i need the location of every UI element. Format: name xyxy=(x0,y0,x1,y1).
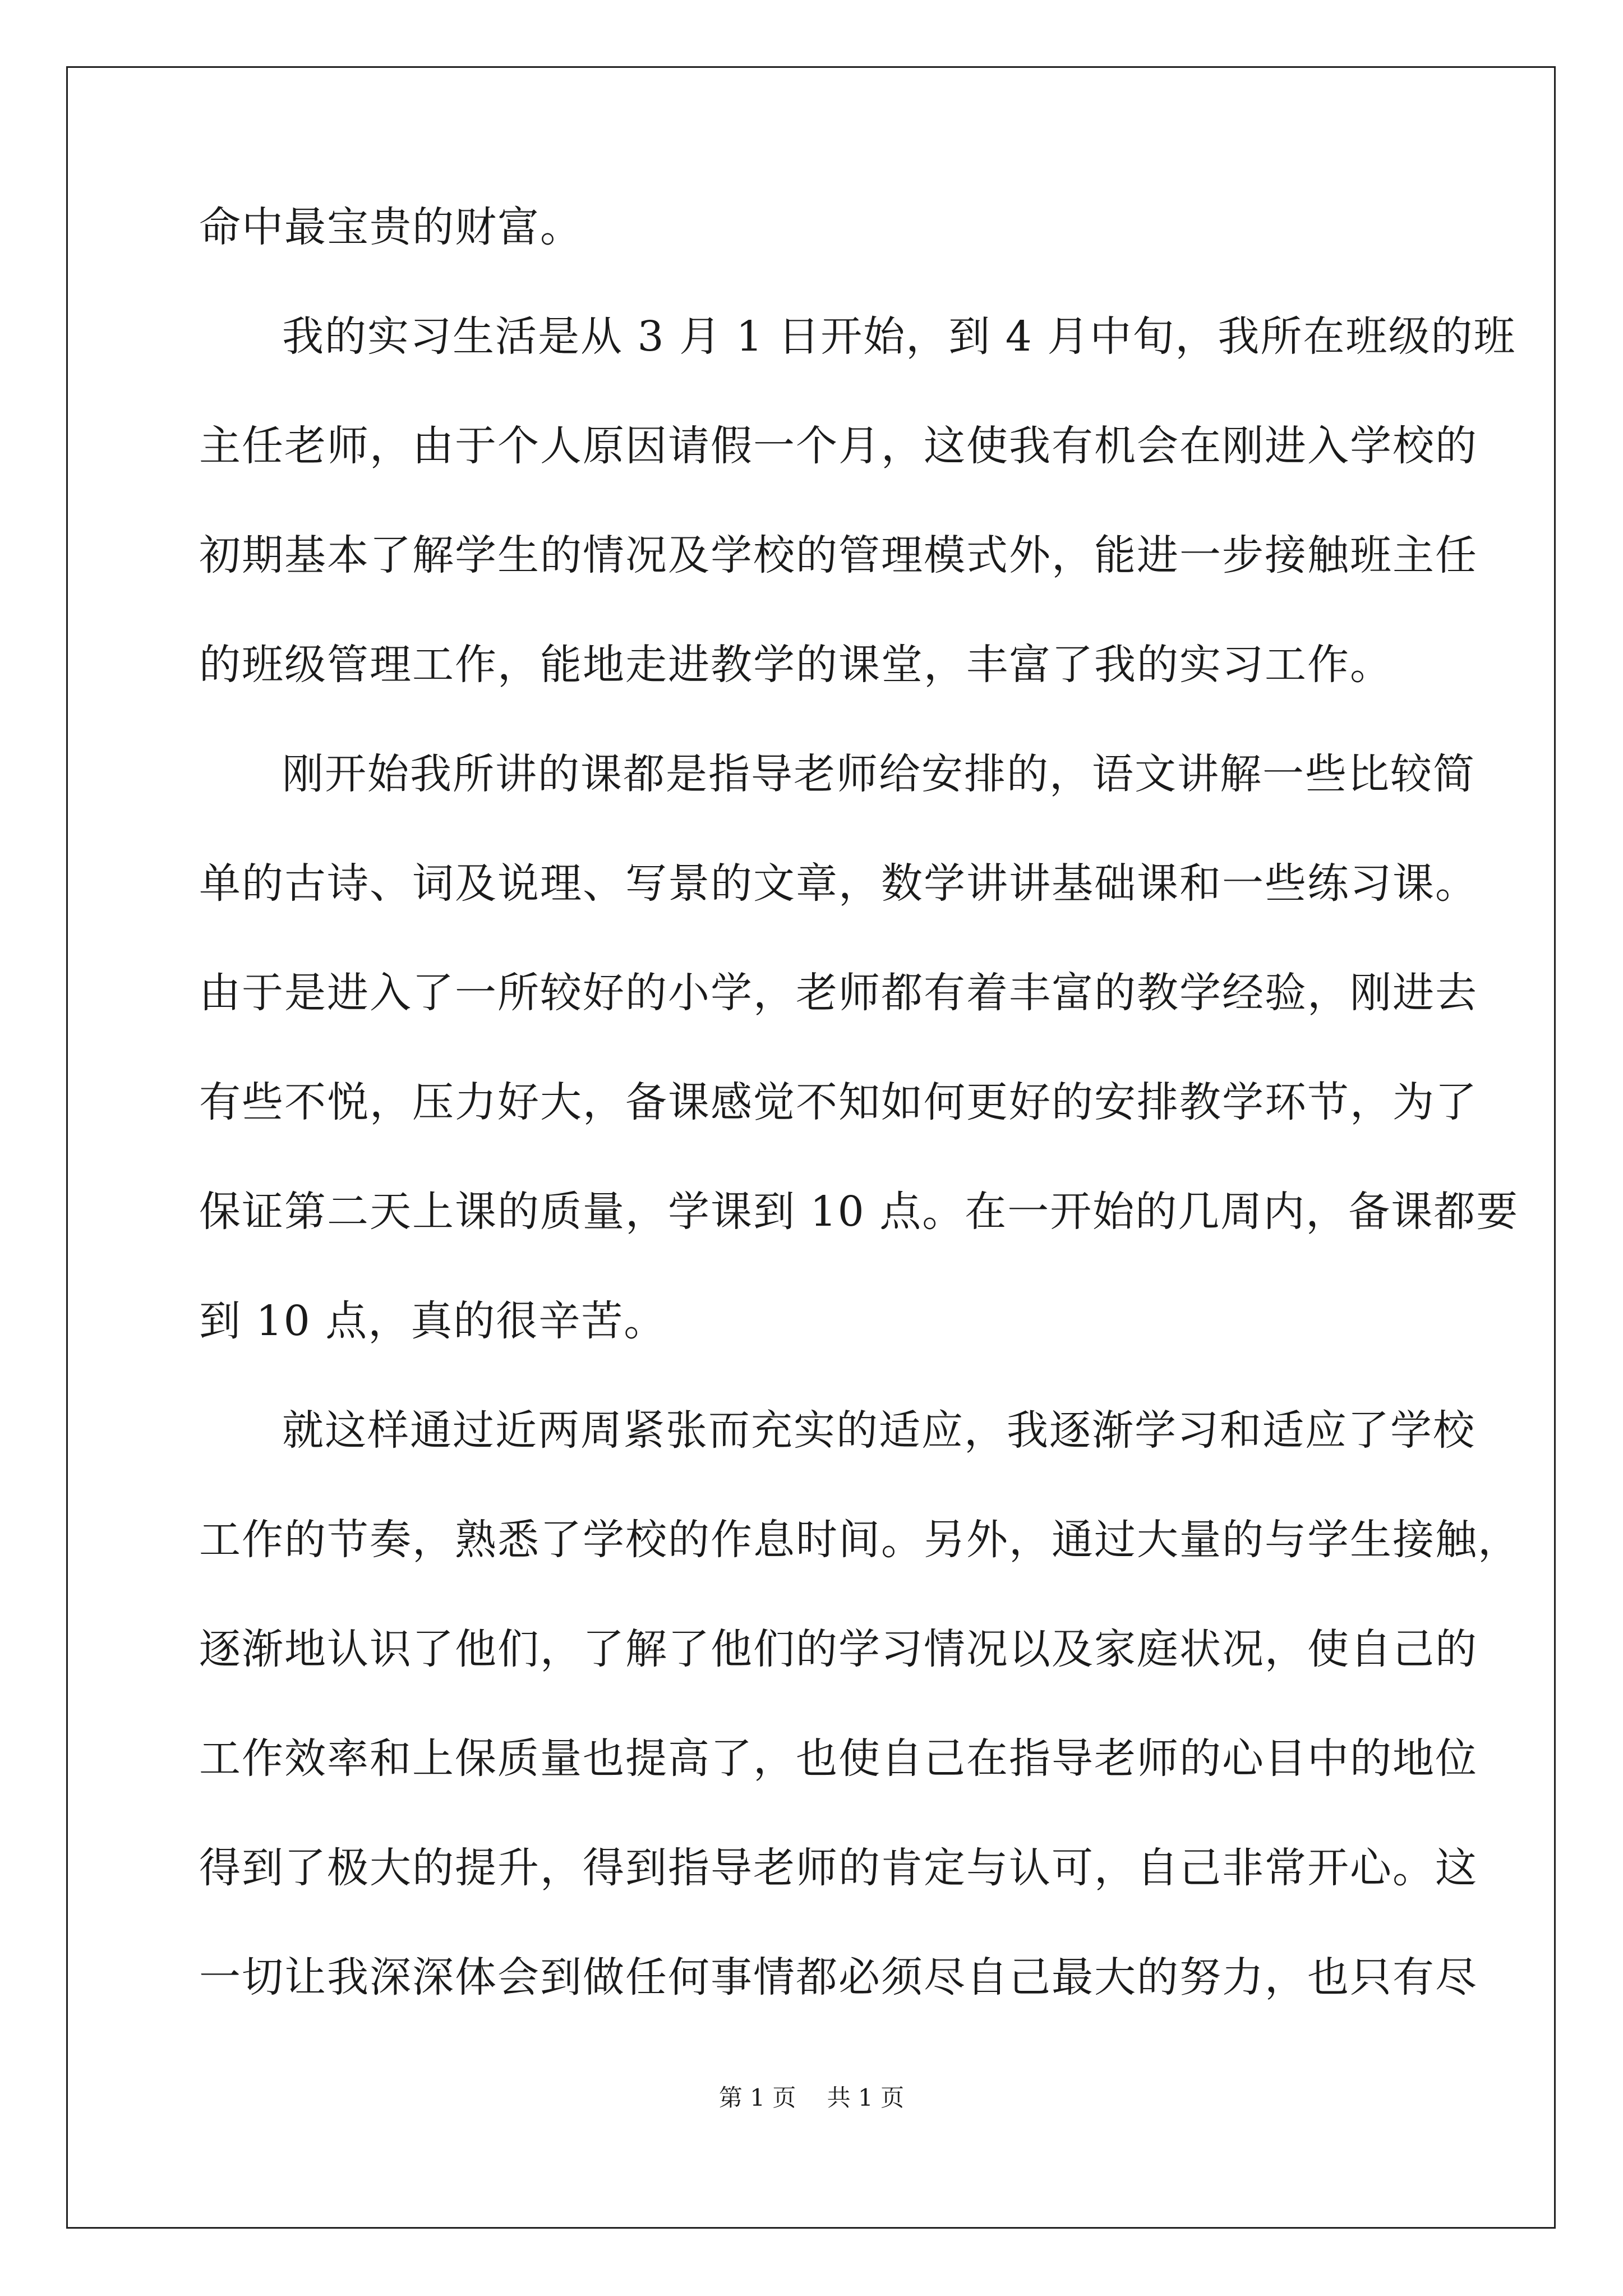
text-line: 的班级管理工作，能地走进教学的课堂，丰富了我的实习工作。 xyxy=(199,641,1393,689)
text-line: 到 10 点，真的很辛苦。 xyxy=(199,1297,667,1345)
paragraph-start-line: 就这样通过近两周紧张而充实的适应，我逐渐学习和适应了学校 xyxy=(282,1406,1476,1455)
paragraph-start-line: 刚开始我所讲的课都是指导老师给安排的，语文讲解一些比较简 xyxy=(282,750,1476,798)
text-line: 命中最宝贵的财富。 xyxy=(199,203,583,251)
text-line: 工作效率和上保质量也提高了，也使自己在指导老师的心目中的地位 xyxy=(199,1734,1478,1783)
text-line: 有些不悦，压力好大，备课感觉不知如何更好的安排教学环节，为了 xyxy=(199,1078,1478,1126)
text-line: 一切让我深深体会到做任何事情都必须尽自己最大的努力，也只有尽 xyxy=(199,1953,1478,2001)
page-number-footer: 第 1 页 共 1 页 xyxy=(718,2084,905,2111)
text-line: 得到了极大的提升，得到指导老师的肯定与认可，自己非常开心。这 xyxy=(199,1844,1478,1892)
paragraph-start-line: 我的实习生活是从 3 月 1 日开始，到 4 月中旬，我所在班级的班 xyxy=(282,312,1516,361)
text-line: 工作的节奏，熟悉了学校的作息时间。另外，通过大量的与学生接触， xyxy=(199,1516,1520,1564)
text-line: 由于是进入了一所较好的小学，老师都有着丰富的教学经验，刚进去 xyxy=(199,969,1478,1017)
text-line: 保证第二天上课的质量，学课到 10 点。在一开始的几周内，备课都要 xyxy=(199,1188,1519,1236)
text-line: 单的古诗、词及说理、写景的文章，数学讲讲基础课和一些练习课。 xyxy=(199,859,1478,908)
text-line: 主任老师，由于个人原因请假一个月，这使我有机会在刚进入学校的 xyxy=(199,422,1478,470)
page-border xyxy=(66,66,1556,2229)
text-line: 逐渐地认识了他们，了解了他们的学习情况以及家庭状况，使自己的 xyxy=(199,1625,1478,1673)
text-line: 初期基本了解学生的情况及学校的管理模式外，能进一步接触班主任 xyxy=(199,531,1478,579)
